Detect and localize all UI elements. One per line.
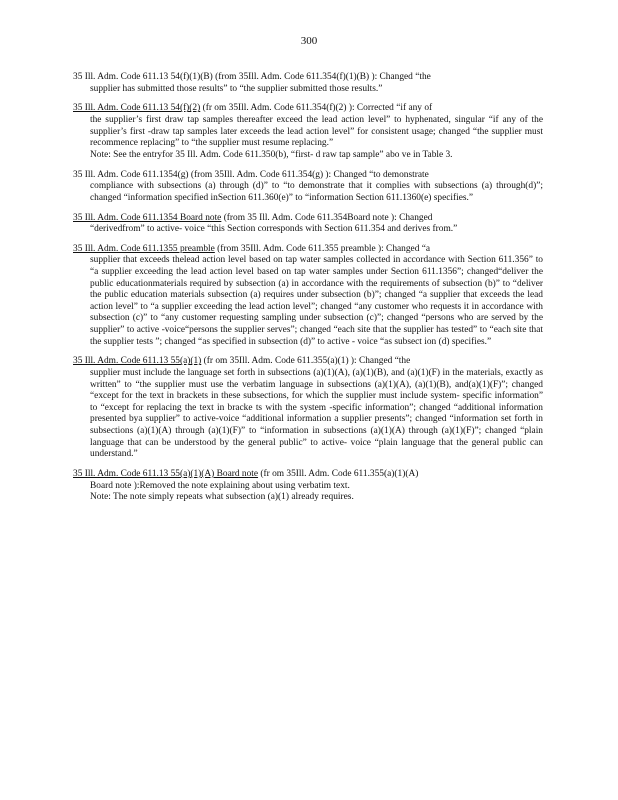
entry-611-1354-g <box>73 170 543 205</box>
entry-citation: 35 Ill. Adm. Code 611.1354 Board note <box>73 212 222 223</box>
entry-heading-text: (fr om 35Ill. Adm. Code 611.354(f)(2) ): Corrected “if any of <box>200 103 433 114</box>
entry-body: “derivedfrom” to active- voice “this Section corresponds with Section 611.354 and derives from.” <box>90 224 458 235</box>
amendment-entries <box>73 72 543 512</box>
entry-citation: 35 Ill. Adm. Code 611.1355 preamble <box>73 243 215 254</box>
entry-611-1355-a-1 <box>73 356 543 460</box>
entry-heading <box>73 244 543 256</box>
entry-611-1354-f-1-b <box>73 72 543 95</box>
entry-heading-text: (fr om 35Ill. Adm. Code 611.355(a)(1)(A) <box>258 468 419 479</box>
entry-heading-text: (from 35 Ill. Adm. Code 611.354Board note ): Changed <box>221 212 433 223</box>
entry-body: Board note ):Removed the note explaining about using verbatim text. <box>90 480 350 491</box>
entry-note: Note: The note simply repeats what subsection (a)(1) already requires. <box>90 492 354 503</box>
entry-611-1354-f-2 <box>73 103 543 161</box>
entry-heading-text: (fr om 35Ill. Adm. Code 611.355(a)(1) ): Changed “the <box>201 356 411 367</box>
entry-heading <box>73 72 543 84</box>
entry-heading <box>73 356 543 368</box>
entry-note: Note: See the entryfor 35 Ill. Adm. Code 611.350(b), “first- d raw tap sample” abo ve in Table 3. <box>90 149 453 160</box>
entry-heading-text: 35 Ill. Adm. Code 611.1354(g) (from 35Ill. Adm. Code 611.354(g) ): Changed “to demonstrate <box>73 169 429 180</box>
entry-body: supplier has submitted those results” to “the supplier submitted those results.” <box>90 83 383 94</box>
entry-citation: 35 Ill. Adm. Code 611.13 54(f)(2) <box>73 103 201 114</box>
entry-heading <box>73 213 543 225</box>
entry-citation: 35 Ill. Adm. Code 611.13 55(a)(1)(A) Board note <box>73 468 259 479</box>
entry-body: supplier must include the language set forth in subsections (a)(1)(A), (a)(1)(B), and (a)(1)(F) in the materials, exactly as written” to “the supplier must use the verbatim language in subsections (a)(1)(A), (a)(1)(B), and(a)(1)(F)”; changed “except for the text in brackets in these subsections, for which the supplier must include system- specific information” to “except for replacing the text in bracke ts with the system -specific information”; changed “additional information presented bya supplier” to active-voice “additional information a supplier presents”; changed “information set forth in subsections (a)(1)(A) through (a)(1)(F)” to “information in subsections (a)(1)(A) through (a)(1)(F)”; changed “plain language that can be understood by the general public” to active- voice “plain language that the general public can understand.” <box>90 368 543 460</box>
entry-body: compliance with subsections (a) through (d)” to “to demonstrate that it complies with subsections (a) through(d)”; changed “information specified inSection 611.360(e)” to “information Section 611.1360(e) specifies.” <box>90 181 543 203</box>
entry-611-1355-preamble <box>73 244 543 348</box>
entry-611-1355-a-1-a-board-note <box>73 469 543 504</box>
entry-heading <box>73 170 543 182</box>
entry-citation: 35 Ill. Adm. Code 611.13 55(a)(1) <box>73 356 202 367</box>
entry-heading-text: 35 Ill. Adm. Code 611.13 54(f)(1)(B) (from 35Ill. Adm. Code 611.354(f)(1)(B) ): Changed “the <box>73 72 431 82</box>
page-number: 300 <box>300 35 318 47</box>
entry-heading-text: (from 35Ill. Adm. Code 611.355 preamble ): Changed “a <box>214 243 431 254</box>
entry-611-1354-board-note <box>73 213 543 236</box>
entry-heading <box>73 103 543 115</box>
entry-body: the supplier’s first draw tap samples thereafter exceed the lead action level” to hyphenated, singular “if any of the supplier’s first -draw tap samples later exceeds the lead action level” for consistent usage; changed “the supplier must recommence replacing” to “the supplier must resume replacing.” <box>90 114 543 149</box>
entry-body: supplier that exceeds thelead action level based on tap water samples collected in accordance with Section 611.356” to “a supplier exceeding the lead action level based on tap water samples under Section 611.1356”; changed“deliver the public educationmaterials required by subsection (a) in accordance with the requirements of subsection (b)” to “deliver the public education materials subsection (a) requires under subsection (b)”; changed “a supplier that exceeds the lead action level” to “a supplier exceeding the lead action level”; changed “any customer who requests it in accordance with subsection (c)” to “any customer requesting sampling under subsection (c)”; changed “persons who are served by the supplier” to active -voice“persons the supplier serves”; changed “each site that the supplier has tested” to “each site that the supplier tests ”; changed “as specified in subsection (d)” to active - voice “as subsect ion (d) specifies.” <box>90 255 543 347</box>
entry-heading <box>73 469 543 481</box>
